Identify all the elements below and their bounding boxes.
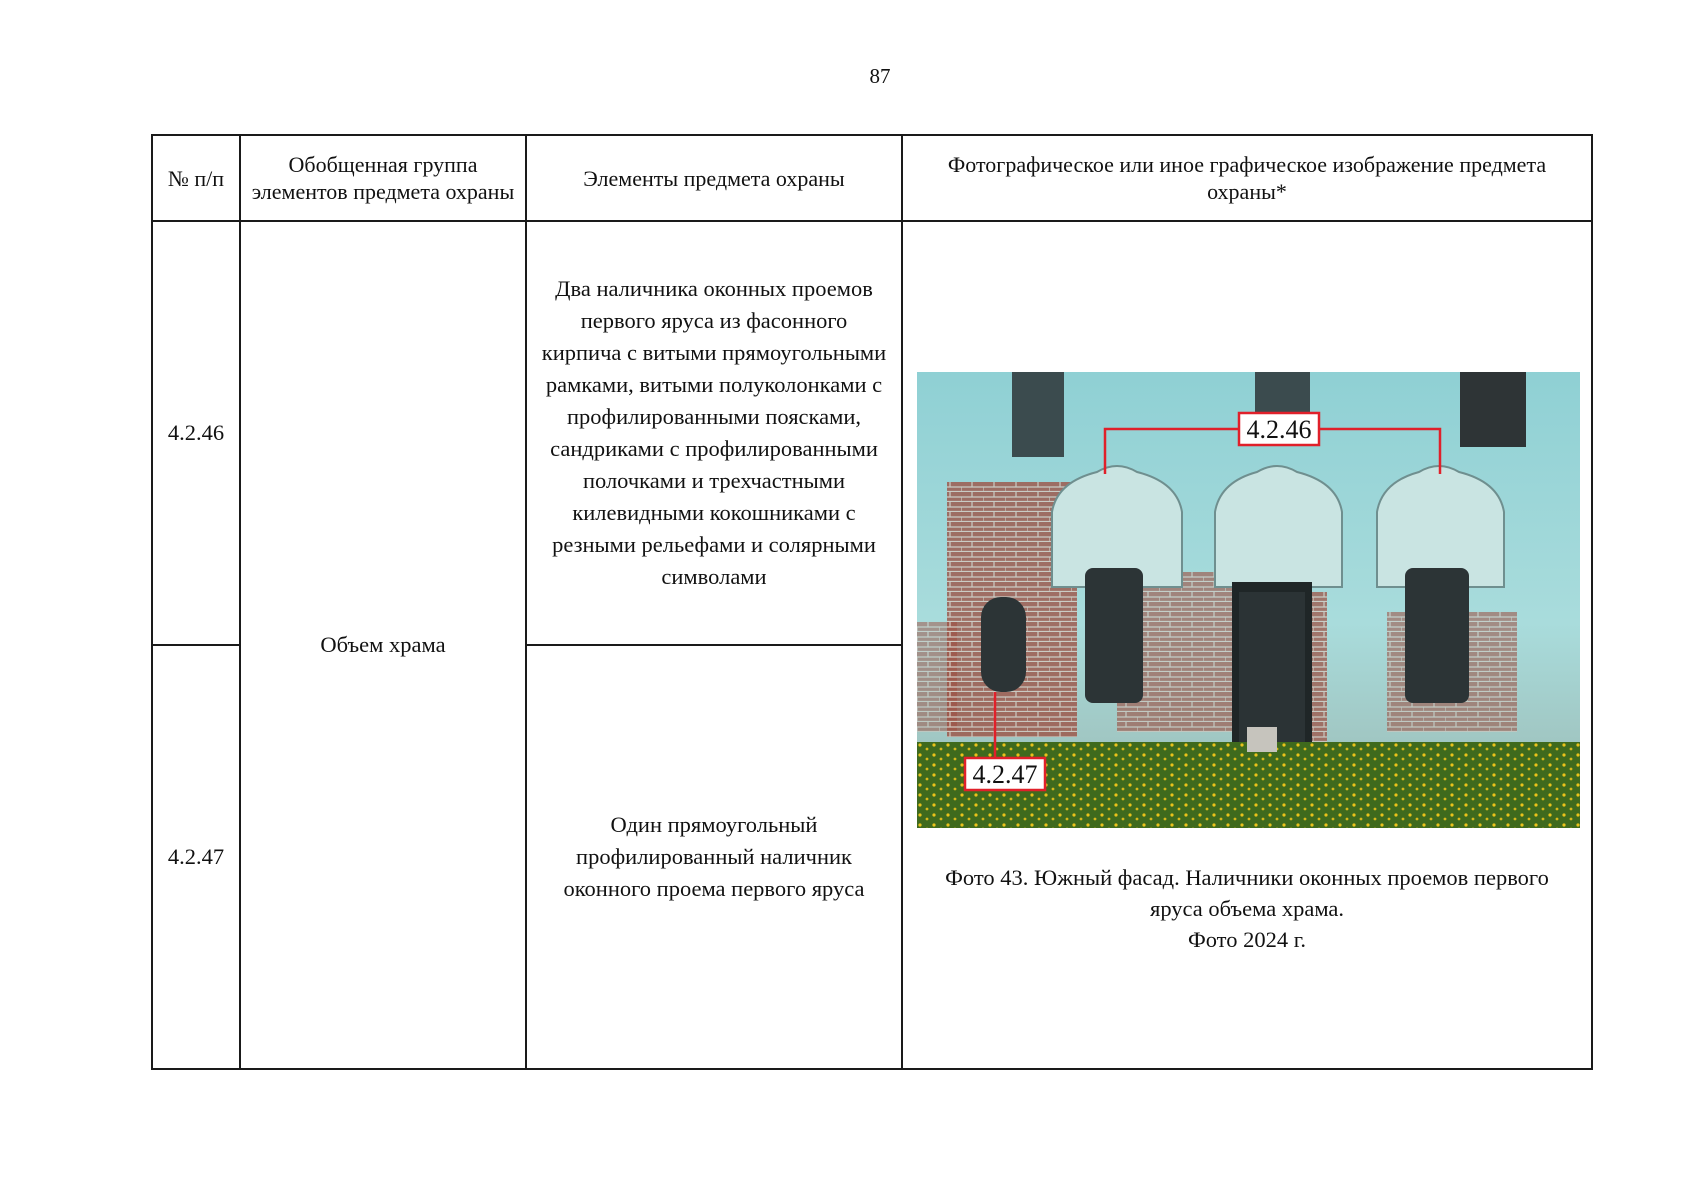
elements-cell: Один прямоугольный профилированный наличник оконного проема первого яруса xyxy=(526,645,902,1069)
photo-cell xyxy=(902,221,1592,1069)
protection-table xyxy=(151,134,1593,1070)
elements-cell: Два наличника оконных проемов первого яруса из фасонного кирпича с витыми прямоугольными рамками, витыми полуколонками с профилированными поясками, сандриками с профилированными полочками и трехчастными килевидными кокошниками с резными рельефами и солярными символами xyxy=(526,221,902,645)
caption-text: Фото 43. Южный фасад. Наличники оконных проемов первого яруса объема храма. xyxy=(945,865,1549,921)
facade-photo-image xyxy=(917,372,1580,828)
group-cell: Объем храма xyxy=(240,221,526,1069)
header-group: Обобщенная группа элементов предмета охраны xyxy=(240,135,526,221)
header-elements: Элементы предмета охраны xyxy=(526,135,902,221)
table-header-row xyxy=(152,135,1592,221)
callout-label-2: 4.2.47 xyxy=(972,760,1038,789)
header-num: № п/п xyxy=(152,135,240,221)
facade-photo xyxy=(917,372,1580,828)
caption-year: Фото 2024 г. xyxy=(1187,927,1307,952)
header-photo: Фотографическое или иное графическое изображение предмета охраны* xyxy=(902,135,1592,221)
callout-label-1: 4.2.46 xyxy=(1246,415,1312,444)
page-number: 87 xyxy=(869,64,891,88)
photo-caption xyxy=(903,862,1591,955)
row-number: 4.2.47 xyxy=(152,645,240,1069)
row-number: 4.2.46 xyxy=(152,221,240,645)
table-row xyxy=(152,221,1592,645)
